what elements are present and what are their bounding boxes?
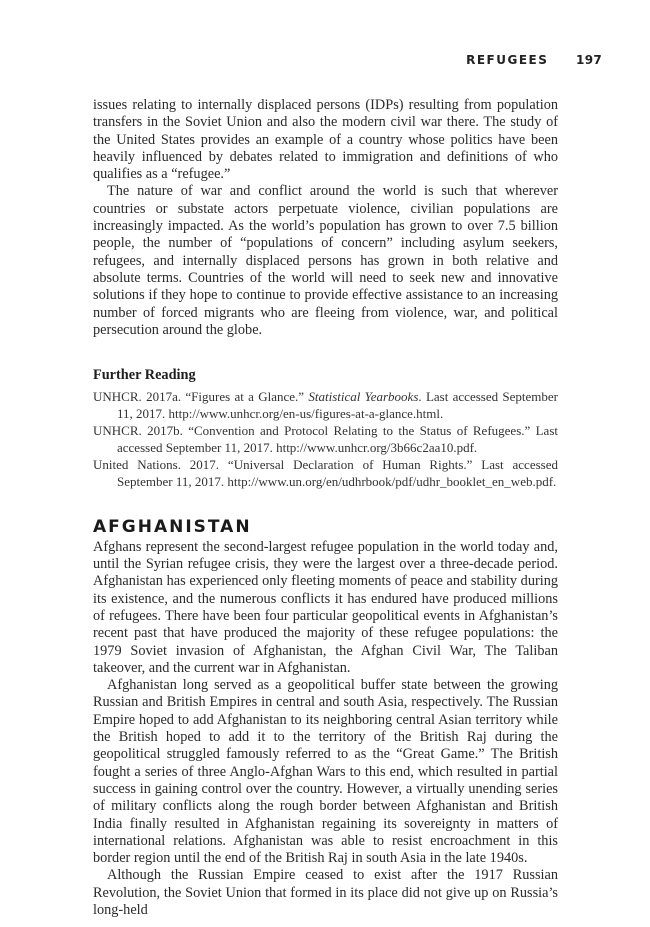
running-header-section: REFUGEES	[466, 53, 549, 67]
reference-item	[93, 422, 558, 456]
page-body	[93, 97, 558, 919]
page-number: 197	[576, 53, 602, 67]
further-reading-heading: Further Reading	[93, 367, 196, 384]
intro-paragraph-2: The nature of war and conflict around the world is such that wherever countries or substate actors perpetuate violence, civilian populations are increasingly impacted. As the world’s population has grown to over 7.5 billion people, the number of “populations of concern” including asylum seekers, refugees, and internally displaced persons has grown in both relative and absolute terms. Countries of the world will need to seek new and innovative solutions if they hope to continue to provide effective assistance to an increasing number of forced migrants who are fleeing from violence, war, and political persecution around the globe.	[93, 183, 558, 338]
running-header	[466, 53, 602, 67]
entry-paragraph-2: Afghanistan long served as a geopolitical buffer state between the growing Russian and British Empires in central and south Asia, respectively. The Russian Empire hoped to add Afghanistan to its neighboring central Asian territory while the British hoped to add it to the territory of the British Raj during the geopolitical struggled famously referred to as the “Great Game.” The British fought a series of three Anglo-Afghan Wars to this end, which resulted in partial success in gaining control over the country. However, a virtually unending series of military conflicts along the rough border between Afghanistan and British India finally resulted in Afghanistan regaining its sovereignty in matters of international relations. Afghanistan was able to resist encroachment in this border region until the end of the British Raj in south Asia in the late 1940s.	[93, 677, 558, 867]
entry-paragraph-1: Afghans represent the second-largest refugee population in the world today and, until the Syrian refugee crisis, they were the largest over a three-decade period. Afghanistan has experienced only fleeting moments of peace and stability during its existence, and the numerous conflicts it has endured have produced millions of refugees. There have been four particular geopolitical events in Afghanistan’s recent past that have produced the majority of these refugee populations: the 1979 Soviet invasion of Afghanistan, the Afghan Civil War, The Taliban takeover, and the current war in Afghanistan.	[93, 538, 558, 676]
entry-title: AFGHANISTAN	[93, 517, 252, 538]
reference-text: UNHCR. 2017a. “Figures at a Glance.”	[93, 389, 309, 405]
reference-item	[93, 456, 558, 490]
reference-text: . Last accessed September 11, 2017. http://www.unhcr.org/en-us/figures-at-a-glance.html.	[117, 389, 559, 422]
intro-paragraph-1: issues relating to internally displaced persons (IDPs) resulting from population transfers in the Soviet Union and also the modern civil war there. The study of the United States provides an example of a country whose politics have been heavily influenced by debates related to immigration and definitions of who qualifies as a “refugee.”	[93, 97, 558, 183]
reference-text: UNHCR. 2017b. “Convention and Protocol Relating to the Status of Refugees.” Last accessed September 11, 2017. http://www.unhcr.org/3b66c2aa10.pdf.	[93, 423, 558, 456]
entry-paragraph-3: Although the Russian Empire ceased to exist after the 1917 Russian Revolution, the Soviet Union that formed in its place did not give up on Russia’s long-held	[93, 867, 558, 918]
reference-text: United Nations. 2017. “Universal Declaration of Human Rights.” Last accessed September 11, 2017. http://www.un.org/en/udhrbook/pdf/udhr_booklet_en_web.pdf.	[93, 457, 558, 490]
reference-publication-title: Statistical Yearbooks	[308, 389, 419, 405]
reference-item	[93, 388, 558, 422]
